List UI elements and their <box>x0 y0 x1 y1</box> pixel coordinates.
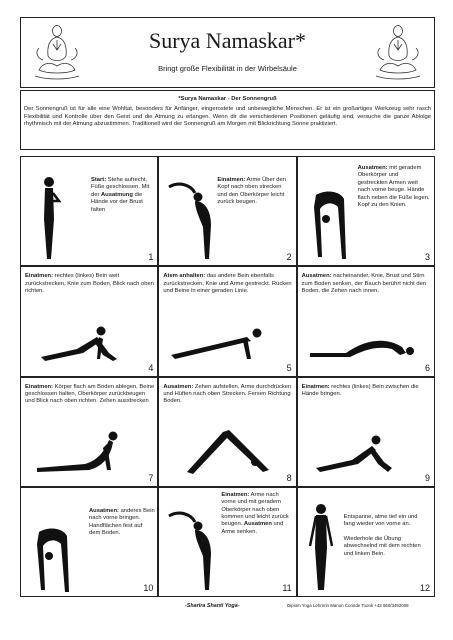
pose-cobra-figure <box>33 430 133 474</box>
pose-standing-relaxed-figure <box>304 502 338 592</box>
step-number: 11 <box>282 583 292 593</box>
meditating-figure-icon <box>370 22 426 84</box>
steps-grid <box>20 156 435 597</box>
pose-forward-bend-figure <box>29 522 79 594</box>
step-caption: Ausatmen: nacheinander, Knie, Brust und Stirn zum Boden senken, der Bauch berührt nicht den Boden, die Zehen nach innen. <box>301 273 427 295</box>
step-card <box>158 377 296 487</box>
page-title: Surya Namaskar* <box>148 28 306 53</box>
pose-standing-prayer-figure <box>33 175 65 261</box>
step-card <box>158 156 296 266</box>
step-number: 2 <box>286 252 292 263</box>
step-card <box>297 487 435 597</box>
step-number: 1 <box>148 252 154 263</box>
step-caption: Ausatmen: Zehen aufstellen, Arme durchdrücken und Hüften nach oben Strecken. Fersen Richtung Boden. <box>163 383 292 405</box>
pose-forward-bend-figure <box>306 185 354 261</box>
step-card <box>20 156 158 266</box>
step-card <box>20 487 158 597</box>
pose-lunge-figure <box>37 323 141 363</box>
step-card <box>20 266 158 376</box>
step-caption: Einatmen: Arme Über den Kopf nach oben strecken und den Oberkörper leicht zurück beugen. <box>217 177 286 206</box>
pose-lunge-return-figure <box>312 432 416 474</box>
step-number: 10 <box>143 583 154 593</box>
step-card <box>158 266 296 376</box>
step-caption: Ausatmen: anderes Bein nach vorne bringen. Handflächen fest auf dem Boden. <box>89 507 155 536</box>
step-number: 8 <box>286 472 292 483</box>
step-number: 3 <box>424 252 430 263</box>
step-caption: Entspanne, atme tief ein und fang wieder von vorne an. Wiederhole die Übung abwechselnd mit dem rechten und linken Bein. <box>343 513 421 557</box>
step-caption: Einatmen: rechtes (linkes) Bein zwischen die Hände bringen. <box>301 383 419 397</box>
step-caption: Atem anhalten: das andere Bein ebenfalls zurückstrecken, Knie und Arme gestreckt. Rücken und Beine in einer geraden Linie. <box>163 273 292 295</box>
intro-heading: *Surya Namaskar - Der Sonnengruß <box>178 96 277 102</box>
step-card <box>20 377 158 487</box>
pose-downward-dog-figure <box>183 424 279 476</box>
step-caption: Einatmen: Arme nach vorne und mit geradem Oberkörper nach oben kommen und leicht zurück beugen. Ausatmen und Arme senken. <box>221 491 289 535</box>
step-card <box>297 266 435 376</box>
step-caption: Start: Stehe aufrecht, Füße geschlossen. Mit der Ausatmung die Hände vor der Brust falten <box>91 177 150 213</box>
step-number: 5 <box>286 362 292 373</box>
footer-contact: Diplom Yoga Lehrerin Manon Corinde Toonk +43 660/3492008 <box>287 603 409 608</box>
step-number: 12 <box>419 583 430 593</box>
step-number: 7 <box>148 472 154 483</box>
step-caption: Einatmen: rechtes (linkes) Bein weit zurückstrecken, Knie zum Boden, Blick nach oben richten. <box>25 273 154 295</box>
page-subtitle: Bringt große Flexibilität in der Wirbelsäule <box>158 64 297 73</box>
step-number: 4 <box>148 362 154 373</box>
footer-brand: -Sharira Shanti Yoga- <box>185 603 240 609</box>
step-number: 9 <box>424 472 430 483</box>
step-caption: Einatmen: Körper flach am Boden ablegen, Beine geschlossen halten, Oberkörper zurückbeugen und Blick nach oben richten. Zehen ausstrecken <box>25 383 155 405</box>
step-card <box>158 487 296 597</box>
step-caption: Ausatmen: mit geradem Oberkörper und gestreckten Armen weit nach vorne beuge. Hände flach neben die Füße legen. Kopf zu den Knien. <box>357 165 430 209</box>
pose-arms-up-backbend-figure <box>165 508 227 592</box>
step-number: 6 <box>424 362 430 373</box>
step-card <box>297 377 435 487</box>
header-box <box>20 17 435 88</box>
intro-box <box>20 90 435 150</box>
intro-text: Der Sonnengruß ist für alle eine Wohltat, besonders für Anfänger, eingerostete und unbewegliche Menschen. Er ist ein großartiges Werkzeug sehr rasch Flexibilität und Kontrolle über den Geist und die Atmung zu erlangen. Wenn dir die verschiedenen Positionen geläufig sind, versuche die ganze Ablolge rhythmisch mit der Atmung abzustimmen. Traditionell wird der Sonnengruß am Morgen mit Blickrichtung Sonne praktiziert. <box>24 106 431 128</box>
step-card <box>297 156 435 266</box>
pose-plank-figure <box>167 325 279 361</box>
pose-eight-point-figure <box>306 333 422 357</box>
